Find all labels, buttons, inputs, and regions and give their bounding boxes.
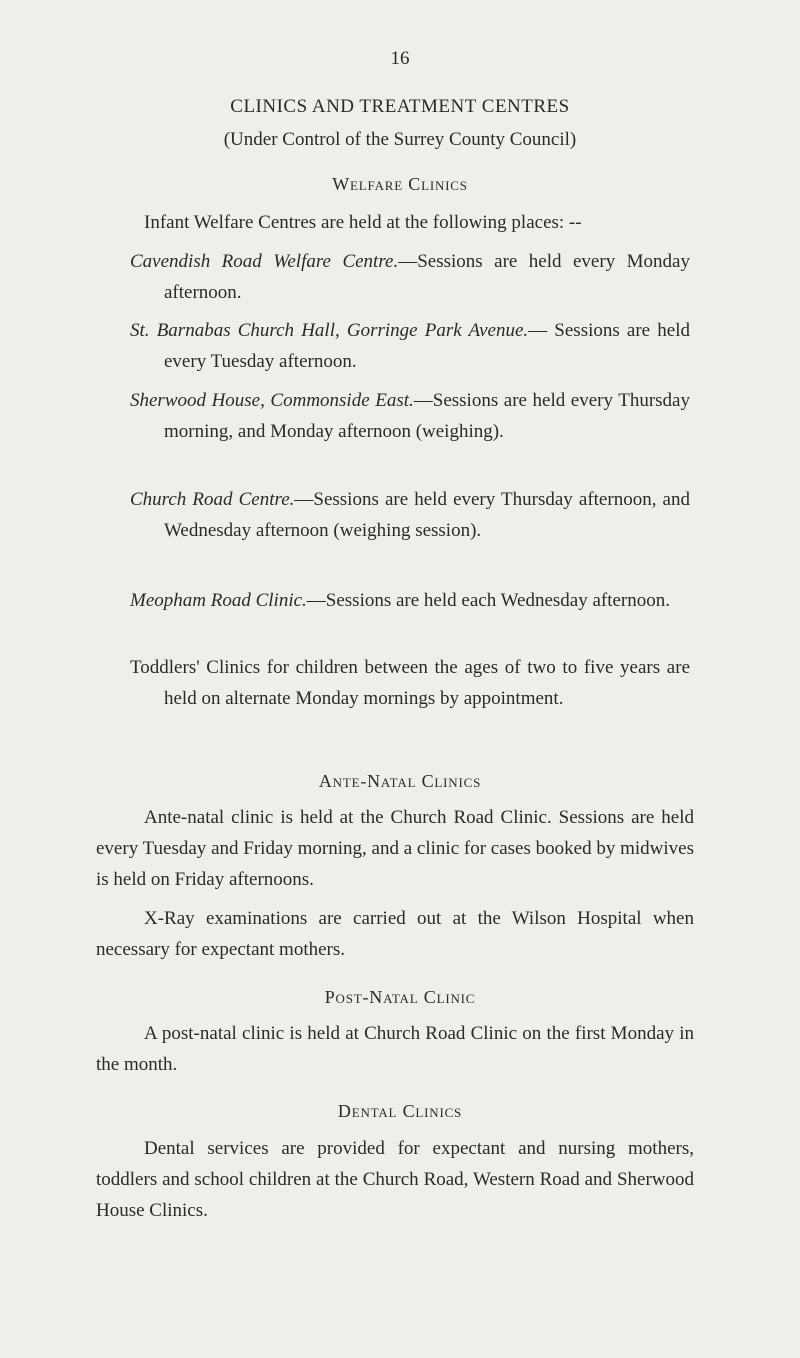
antenatal-paragraph-2: X-Ray examinations are carried out at the Wilson Hospital when necessary for expectant mothers. xyxy=(96,908,694,960)
entry-text: — Sessions are held every Tuesday afternoon. xyxy=(164,320,690,372)
page-subtitle: (Under Control of the Surrey County Council) xyxy=(223,129,577,150)
page-title: CLINICS AND TREATMENT CENTRES xyxy=(230,96,570,117)
dental-clinics-heading: Dental Clinics xyxy=(337,1101,463,1121)
welfare-entry-meopham xyxy=(130,585,690,616)
welfare-entry-st-barnabas xyxy=(130,315,690,377)
entry-text: —Sessions are held every Thursday afternoon, and Wednesday afternoon (weighing session). xyxy=(164,489,690,541)
entry-text: —Sessions are held every Thursday morning, and Monday afternoon (weighing). xyxy=(164,390,690,442)
entry-text: —Sessions are held each Wednesday afternoon. xyxy=(306,590,671,611)
welfare-entry-church-road xyxy=(130,484,690,546)
welfare-entry-sherwood xyxy=(130,385,690,447)
postnatal-paragraph: A post-natal clinic is held at Church Road Clinic on the first Monday in the month. xyxy=(96,1023,694,1075)
antenatal-paragraph-1: Ante-natal clinic is held at the Church Road Clinic. Sessions are held every Tuesday and Friday morning, and a clinic for cases booked by midwives is held on Friday afternoons. xyxy=(96,807,694,890)
page-number: 16 xyxy=(390,48,410,69)
postnatal-clinic-heading: Post-Natal Clinic xyxy=(324,987,476,1007)
antenatal-clinics-heading: Ante-Natal Clinics xyxy=(318,771,482,791)
welfare-clinics-heading: Welfare Clinics xyxy=(332,174,468,194)
entry-lead: Church Road Centre. xyxy=(130,489,295,510)
dental-paragraph: Dental services are provided for expectant and nursing mothers, toddlers and school children at the Church Road, Western Road and Sherwood House Clinics. xyxy=(96,1138,694,1221)
welfare-intro: Infant Welfare Centres are held at the following places: -- xyxy=(144,212,582,233)
entry-text: —Sessions are held every Monday afternoon. xyxy=(164,251,690,303)
entry-lead: Cavendish Road Welfare Centre. xyxy=(130,251,399,272)
entry-lead: St. Barnabas Church Hall, Gorringe Park Avenue. xyxy=(130,320,529,341)
entry-text: Toddlers' Clinics for children between the ages of two to five years are held on alternate Monday mornings by appointment. xyxy=(130,657,690,709)
welfare-entry-cavendish xyxy=(130,246,690,308)
welfare-entry-toddlers xyxy=(130,652,690,714)
entry-lead: Sherwood House, Commonside East. xyxy=(130,390,414,411)
entry-lead: Meopham Road Clinic. xyxy=(130,590,307,611)
